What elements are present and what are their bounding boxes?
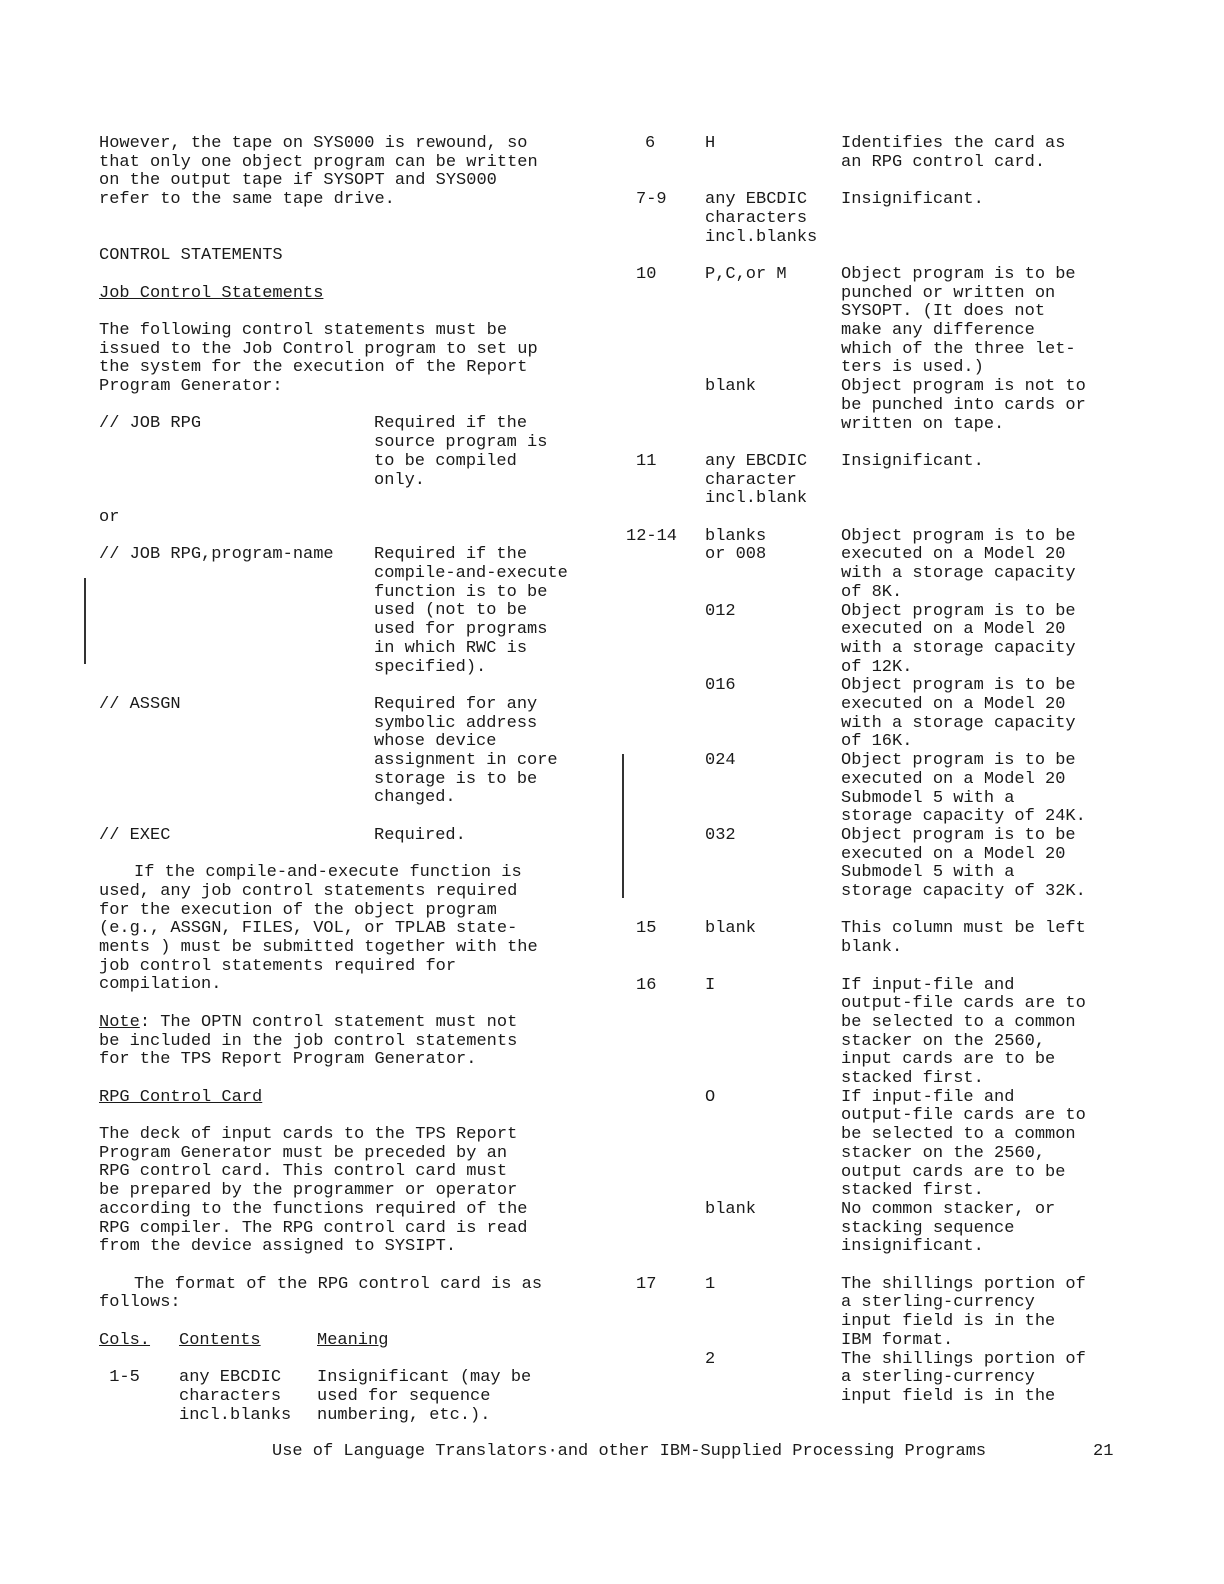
- header-meaning: Meaning: [317, 1330, 389, 1350]
- page-footer: Use of Language Translators·and other IBM-Supplied Processing Programs: [272, 1442, 987, 1461]
- row-contents: any EBCDIC character incl.blank: [705, 451, 808, 509]
- row-cols: 17: [636, 1274, 657, 1294]
- card-format-row: [620, 977, 1180, 1089]
- row-contents: H: [705, 134, 716, 153]
- row-meaning: Object program is to be executed on a Model 20 Submodel 5 with a storage capacity of 24K.: [841, 751, 1086, 827]
- revision-bar: [622, 754, 624, 898]
- statement-row: [99, 696, 599, 808]
- statement-requirement: Required.: [374, 825, 466, 845]
- column-headers: [99, 1332, 599, 1351]
- header-cols: Cols.: [99, 1330, 151, 1350]
- card-format-row: [620, 453, 1180, 509]
- card-format-row: [620, 1351, 1180, 1407]
- or-text: or: [99, 507, 120, 527]
- row-contents: P,C,or M: [705, 264, 787, 284]
- statement-row: [99, 827, 599, 846]
- row-cols: [620, 378, 705, 434]
- row-cols: 12-14: [626, 526, 678, 546]
- card-format-row: [620, 528, 1180, 603]
- row-meaning: Identifies the card as an RPG control card.: [841, 134, 1066, 172]
- row-contents: O: [705, 1087, 716, 1107]
- card-format-row: [99, 1369, 599, 1425]
- row-meaning: Object program is not to be punched into cards or written on tape.: [841, 377, 1086, 434]
- row-contents: I: [705, 975, 716, 995]
- row-meaning: Insignificant (may be used for sequence numbering, etc.).: [317, 1368, 532, 1425]
- statement-requirement: Required if the source program is to be compiled only.: [374, 414, 548, 490]
- row-contents: blank: [705, 1199, 757, 1219]
- row-contents: 016: [705, 676, 736, 696]
- job-control-heading: Job Control Statements: [99, 283, 324, 303]
- statement-requirement: Required if the compile-and-execute function is to be used (not to be used for programs in which RWC is specified).: [374, 545, 568, 677]
- row-meaning: Object program is to be executed on a Model 20 with a storage capacity of 8K.: [841, 526, 1076, 602]
- right-column: [620, 135, 1180, 1407]
- row-cols: 7-9: [636, 190, 667, 210]
- row-contents: blank: [705, 919, 757, 939]
- row-cols: 16: [636, 975, 657, 995]
- row-contents: 024: [705, 751, 736, 771]
- card-format-row: [620, 378, 1180, 434]
- row-meaning: Object program is to be executed on a Model 20 Submodel 5 with a storage capacity of 32K.: [841, 825, 1086, 902]
- statement-name: // ASSGN: [99, 694, 181, 714]
- page-number: 21: [1093, 1442, 1114, 1461]
- row-meaning: Object program is to be punched or written on SYSOPT. (It does not make any difference which of the three let- ters is used.): [841, 264, 1076, 378]
- row-contents: blank: [705, 377, 757, 397]
- card-format-row: [620, 1276, 1180, 1351]
- statement-name: // EXEC: [99, 825, 171, 845]
- note-text: : The OPTN control statement must not be included in the job control statements for the TPS Report Program Generator.: [99, 1012, 518, 1070]
- row-contents: any EBCDIC characters incl.blanks: [179, 1368, 292, 1425]
- left-column: [99, 135, 599, 1425]
- row-meaning: If input-file and output-file cards are to be selected to a common stacker on the 2560, output cards are to be stacked first.: [841, 1087, 1086, 1201]
- row-cols: [620, 1201, 705, 1257]
- row-cols: 10: [636, 264, 657, 284]
- card-format-row: [620, 920, 1180, 957]
- statement-row: [99, 546, 599, 677]
- row-meaning: Insignificant.: [841, 451, 984, 471]
- revision-bar: [84, 578, 86, 664]
- card-format-row: [620, 827, 1180, 902]
- row-cols: [620, 603, 705, 678]
- row-meaning: The shillings portion of a sterling-currency input field is in the IBM format.: [841, 1274, 1086, 1350]
- card-format-row: [620, 1201, 1180, 1257]
- row-cols: [620, 1351, 705, 1407]
- compile-execute-paragraph: If the compile-and-execute function is used, any job control statements required for the execution of the object program (e.g., ASSGN, FILES, VOL, or TPLAB state- ments ) must be submitted together with the job control statements required for compilation.: [99, 863, 538, 995]
- statement-requirement: Required for any symbolic address whose device assignment in core storage is to be changed.: [374, 694, 558, 808]
- statement-name: // JOB RPG,program-name: [99, 545, 334, 565]
- card-format-row: [620, 266, 1180, 378]
- note-label: Note: [99, 1012, 140, 1032]
- statement-name: // JOB RPG: [99, 414, 202, 434]
- rpg-card-heading: RPG Control Card: [99, 1087, 263, 1107]
- row-meaning: This column must be left blank.: [841, 919, 1086, 958]
- row-contents: 032: [705, 825, 736, 845]
- row-cols: [620, 752, 705, 827]
- row-cols: 1-5: [99, 1368, 140, 1388]
- row-cols: 11: [636, 451, 657, 471]
- row-contents: any EBCDIC characters incl.blanks: [705, 190, 818, 247]
- row-cols: [620, 827, 705, 902]
- row-cols: [620, 677, 705, 752]
- row-contents: blanks or 008: [705, 526, 767, 565]
- section-title: CONTROL STATEMENTS: [99, 246, 283, 266]
- format-paragraph: The format of the RPG control card is as follows:: [99, 1274, 543, 1313]
- row-contents: 012: [705, 601, 736, 621]
- note-paragraph: [99, 1014, 599, 1070]
- card-format-row: [620, 135, 1180, 172]
- row-cols: 15: [636, 919, 657, 939]
- row-meaning: No common stacker, or stacking sequence insignificant.: [841, 1199, 1056, 1257]
- row-meaning: The shillings portion of a sterling-currency input field is in the: [841, 1349, 1086, 1406]
- row-cols: [620, 1089, 705, 1201]
- card-format-row: [620, 603, 1180, 678]
- row-meaning: If input-file and output-file cards are to be selected to a common stacker on the 2560, input cards are to be stacked first.: [841, 975, 1086, 1089]
- statement-row: [99, 415, 599, 490]
- card-format-row: [620, 191, 1180, 247]
- row-meaning: Insignificant.: [841, 190, 984, 210]
- card-format-row: [620, 752, 1180, 827]
- row-meaning: Object program is to be executed on a Model 20 with a storage capacity of 16K.: [841, 676, 1076, 752]
- row-meaning: Object program is to be executed on a Model 20 with a storage capacity of 12K.: [841, 601, 1076, 677]
- card-format-row: [620, 1089, 1180, 1201]
- card-format-row: [620, 677, 1180, 752]
- row-contents: 2: [705, 1349, 716, 1369]
- rpg-card-paragraph: The deck of input cards to the TPS Report Program Generator must be preceded by an RPG control card. This control card must be prepared by the programmer or operator according to the functions required of the RPG compiler. The RPG control card is read from the device assigned to SYSIPT.: [99, 1125, 528, 1257]
- row-contents: 1: [705, 1274, 716, 1294]
- header-contents: Contents: [179, 1330, 261, 1350]
- intro-paragraph: However, the tape on SYS000 is rewound, so that only one object program can be written on the output tape if SYSOPT and SYS000 refer to the same tape drive.: [99, 134, 538, 210]
- row-cols: 6: [645, 134, 656, 153]
- job-control-intro: The following control statements must be issued to the Job Control program to set up the system for the execution of the Report Program Generator:: [99, 320, 538, 397]
